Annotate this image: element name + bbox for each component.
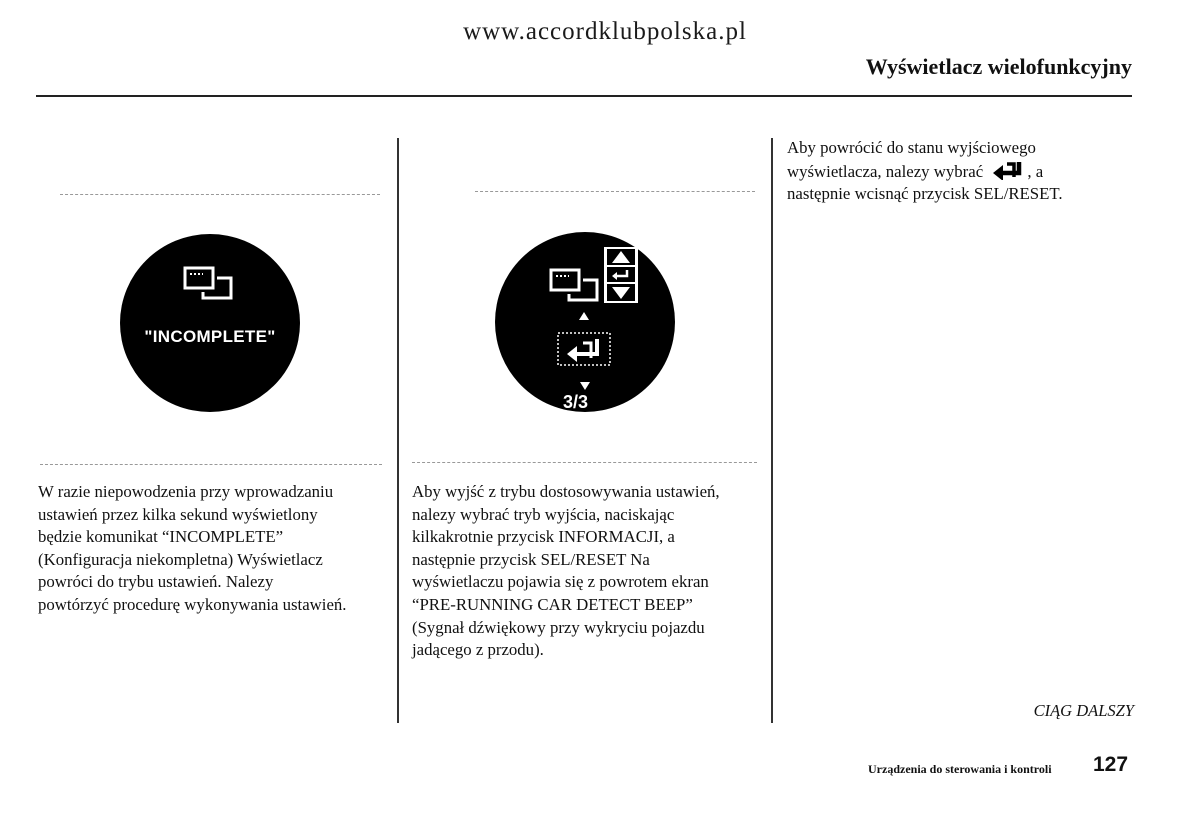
- return-arrow-icon: [991, 160, 1027, 180]
- column2-text: [412, 481, 767, 662]
- column2-line: Aby wyjść z trybu dostosowywania ustawień,: [412, 482, 720, 501]
- column2-line: “PRE-RUNNING CAR DETECT BEEP”: [412, 594, 693, 614]
- page-number: 127: [1093, 753, 1129, 776]
- continued-label: CIĄG DALSZY: [1033, 701, 1134, 720]
- column1-line: ustawień przez kilka sekund wyświetlony: [38, 504, 318, 524]
- column1-line: powtórzyć procedurę wykonywania ustawień.: [38, 594, 347, 614]
- column3-line-end: , a: [1027, 161, 1044, 181]
- monitor-screens-icon: [549, 268, 599, 302]
- display-exit-mode: [495, 232, 675, 412]
- column3-text: [787, 137, 1147, 206]
- triangle-down-icon: [580, 382, 590, 390]
- figure-frame-top: [60, 194, 380, 195]
- column3-line: Aby powrócić do stanu wyjściowego: [787, 138, 1036, 157]
- return-arrow-icon: [557, 332, 611, 366]
- section-title: Wyświetlacz wielofunkcyjny: [865, 54, 1132, 79]
- column3-line: [787, 160, 1147, 184]
- column1-line: powróci do trybu ustawień. Nalezy: [38, 572, 274, 592]
- column-divider-right: [771, 138, 773, 723]
- figure-frame-bottom: [40, 464, 382, 465]
- column2-line: jadącego z przodu).: [412, 640, 544, 660]
- monitor-screens-icon: [183, 266, 233, 300]
- column1-line: będzie komunikat “INCOMPLETE”: [38, 527, 284, 547]
- figure-frame-bottom: [412, 462, 757, 463]
- chapter-label: Urządzenia do sterowania i kontroli: [868, 762, 1052, 776]
- figure-frame-top: [475, 191, 755, 192]
- column1-line: W razie niepowodzenia przy wprowadzaniu: [38, 482, 334, 501]
- column2-line: nalezy wybrać tryb wyjścia, naciskając: [412, 504, 675, 524]
- site-url: www.accordklubpolska.pl: [463, 18, 747, 45]
- column2-line: kilkakrotnie przycisk INFORMACJI, a: [412, 527, 675, 547]
- column1-line: (Konfiguracja niekompletna) Wyświetlacz: [38, 549, 323, 569]
- column2-line: (Sygnał dźwiękowy przy wykryciu pojazdu: [412, 617, 705, 637]
- column3-line: następnie wcisnąć przycisk SEL/RESET.: [787, 184, 1063, 204]
- scroll-indicator: [603, 246, 639, 304]
- triangle-up-icon: [579, 312, 589, 320]
- column-divider-left: [397, 138, 399, 723]
- display-page-counter: 3/3: [563, 392, 589, 412]
- column3-line-start: wyświetlacza, nalezy wybrać: [787, 161, 984, 181]
- display-incomplete-text: "INCOMPLETE": [144, 327, 276, 346]
- header-rule: [36, 95, 1132, 97]
- display-incomplete: [120, 234, 300, 412]
- column2-line: następnie przycisk SEL/RESET Na: [412, 549, 650, 569]
- column2-line: wyświetlaczu pojawia się z powrotem ekran: [412, 572, 709, 592]
- column1-text: [38, 481, 393, 617]
